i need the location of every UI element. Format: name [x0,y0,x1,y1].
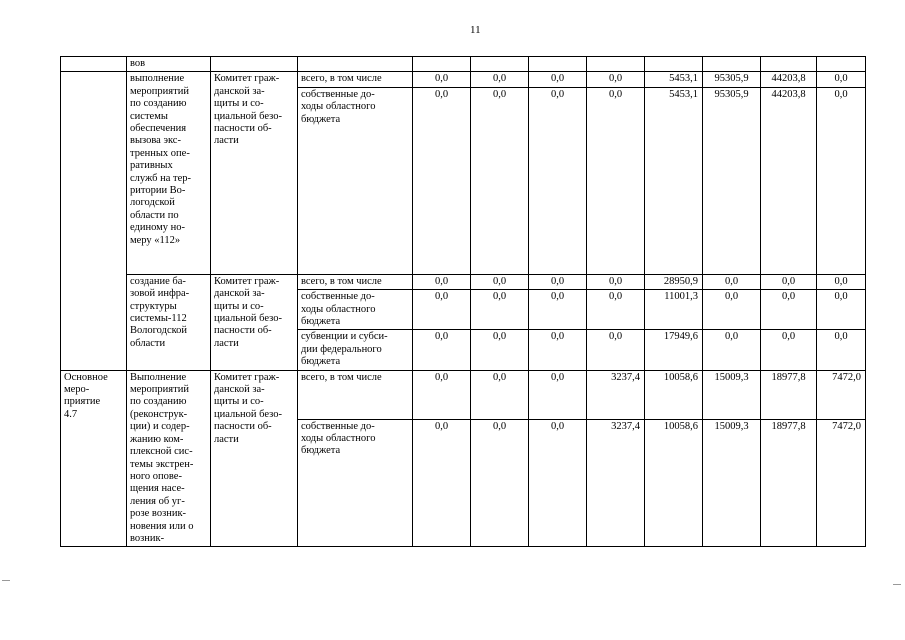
value-cell: 0,0 [471,274,529,289]
table-row [61,72,866,87]
value-cell: 11001,3 [645,290,703,330]
value-cell: 0,0 [761,290,817,330]
table-cell [471,57,529,72]
value-cell: 0,0 [529,370,587,419]
table-row [61,370,866,419]
table-cell [645,57,703,72]
value-cell: 0,0 [471,290,529,330]
value-cell: 0,0 [471,370,529,419]
source-cell: субвенции и субси- дии федерального бюджета [298,330,413,370]
source-cell: всего, в том числе [298,72,413,87]
value-cell: 15009,3 [703,370,761,419]
code-cell [61,72,127,370]
table-cell [61,57,127,72]
value-cell: 0,0 [817,72,866,87]
value-cell: 0,0 [413,274,471,289]
executor-cell: Комитет граж- данской за- щиты и со- циальной безо- пасности об- ласти [211,370,298,547]
value-cell: 10058,6 [645,419,703,547]
value-cell: 0,0 [587,330,645,370]
source-cell: собственные до- ходы областного бюджета [298,290,413,330]
value-cell: 5453,1 [645,87,703,274]
table-row [61,274,866,289]
scan-edge-mark [893,584,901,585]
value-cell: 18977,8 [761,370,817,419]
event-cell: Выполнение мероприятий по созданию (реконструк- ции) и содер- жанию ком- плексной сис- темы экстрен- ного опове- щения насе- ления об уг- розе возник- новения или о возник- [127,370,211,547]
value-cell: 15009,3 [703,419,761,547]
value-cell: 0,0 [703,274,761,289]
value-cell: 0,0 [817,290,866,330]
value-cell: 7472,0 [817,419,866,547]
scan-edge-mark [2,580,10,581]
value-cell: 0,0 [413,419,471,547]
value-cell: 28950,9 [645,274,703,289]
value-cell: 0,0 [703,290,761,330]
value-cell: 5453,1 [645,72,703,87]
table-cell [703,57,761,72]
value-cell: 0,0 [471,330,529,370]
value-cell: 0,0 [529,290,587,330]
value-cell: 3237,4 [587,419,645,547]
value-cell: 0,0 [761,274,817,289]
budget-table [60,56,866,547]
value-cell: 0,0 [817,330,866,370]
page-number: 11 [470,24,481,36]
table-cell [529,57,587,72]
value-cell: 7472,0 [817,370,866,419]
value-cell: 0,0 [413,330,471,370]
value-cell: 0,0 [529,330,587,370]
table-cell [761,57,817,72]
value-cell: 0,0 [413,87,471,274]
value-cell: 0,0 [817,87,866,274]
value-cell: 17949,6 [645,330,703,370]
value-cell: 0,0 [529,87,587,274]
value-cell: 0,0 [529,274,587,289]
value-cell: 44203,8 [761,87,817,274]
value-cell: 0,0 [471,419,529,547]
value-cell: 0,0 [587,290,645,330]
executor-cell: Комитет граж- данской за- щиты и со- циальной безо- пасности об- ласти [211,72,298,274]
value-cell: 95305,9 [703,87,761,274]
value-cell: 0,0 [413,72,471,87]
event-cell: создание ба- зовой инфра- структуры системы-112 Вологодской области [127,274,211,370]
value-cell: 0,0 [529,419,587,547]
executor-cell: Комитет граж- данской за- щиты и со- циальной безо- пасности об- ласти [211,274,298,370]
table-cell [413,57,471,72]
source-cell: собственные до- ходы областного бюджета [298,419,413,547]
value-cell: 0,0 [413,370,471,419]
value-cell: 18977,8 [761,419,817,547]
value-cell: 0,0 [587,72,645,87]
table-cell [817,57,866,72]
table-cell [211,57,298,72]
value-cell: 10058,6 [645,370,703,419]
value-cell: 0,0 [587,87,645,274]
value-cell: 95305,9 [703,72,761,87]
table-cell: вов [127,57,211,72]
source-cell: всего, в том числе [298,274,413,289]
value-cell: 0,0 [761,330,817,370]
value-cell: 0,0 [471,72,529,87]
value-cell: 0,0 [471,87,529,274]
value-cell: 0,0 [529,72,587,87]
value-cell: 0,0 [587,274,645,289]
event-cell: выполнение мероприятий по созданию системы обеспечения вызова экс- тренных опе- ративных служб на тер- ритории Во- логодской области по единому но- меру «112» [127,72,211,274]
value-cell: 44203,8 [761,72,817,87]
value-cell: 0,0 [703,330,761,370]
value-cell: 3237,4 [587,370,645,419]
value-cell: 0,0 [413,290,471,330]
value-cell: 0,0 [817,274,866,289]
source-cell: собственные до- ходы областного бюджета [298,87,413,274]
table-cell [587,57,645,72]
source-cell: всего, в том числе [298,370,413,419]
table-cell [298,57,413,72]
table-row [61,57,866,72]
code-cell: Основное меро- приятие 4.7 [61,370,127,547]
